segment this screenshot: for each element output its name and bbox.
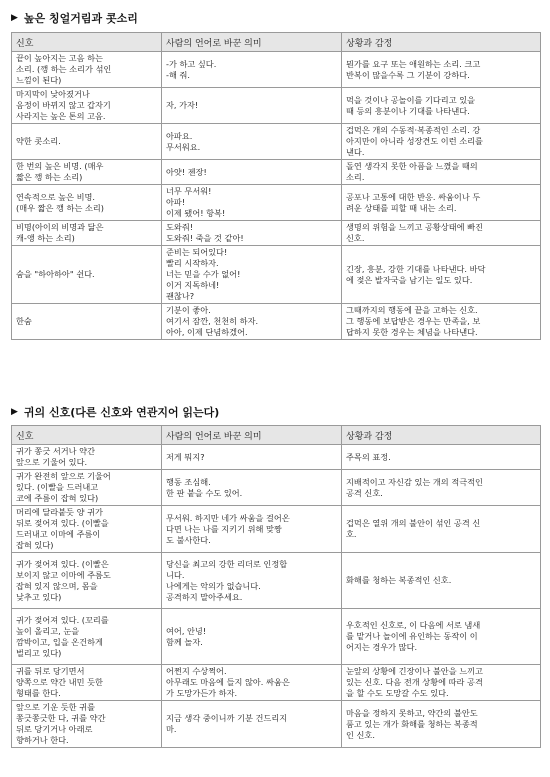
section1-title (11, 10, 138, 26)
table-row (12, 52, 541, 88)
situation-cell: 그때까지의 행동에 끝을 고하는 신호. 그 행동에 보답받은 경우는 만족을, 보 답하지 못한 경우는 체념을 나타낸다. (342, 304, 541, 340)
meaning-cell: 지금 생각 중이니까 기분 건드리지 마. (162, 701, 342, 748)
meaning-cell: -가 하고 싶다. -해 줘. (162, 52, 342, 88)
meaning-cell: 당신을 최고의 강한 리더로 인정합 니다. 나에게는 악의가 없습니다. 공격하지 말아주세요. (162, 553, 342, 609)
header-meaning: 사람의 언어로 바꾼 의미 (162, 33, 342, 52)
table-row (12, 609, 541, 665)
header-signal: 신호 (12, 426, 162, 445)
header-situation: 상황과 감정 (342, 426, 541, 445)
meaning-cell: 무서워. 하지만 네가 싸움을 걸어온 다면 나는 나를 지키기 위해 맞짱 도 불사한다. (162, 506, 342, 553)
table-row (12, 185, 541, 221)
situation-cell: 겁먹은 개의 수동적·복종적인 소리. 강 아지만이 아니라 성장견도 이런 소리를 낸다. (342, 124, 541, 160)
ear-signal-table (11, 425, 541, 748)
signal-cell: 비명(아이의 비명과 닮은 캐-앵 하는 소리) (12, 221, 162, 246)
situation-cell: 마음을 정하지 못하고, 약간의 불안도 품고 있는 개가 화해를 청하는 복종적 인 신호. (342, 701, 541, 748)
situation-cell: 화해를 청하는 복종적인 신호. (342, 553, 541, 609)
meaning-cell: 너무 무서워! 아파! 이제 됐어! 항복! (162, 185, 342, 221)
situation-cell: 뭔가를 요구 또는 애원하는 소리. 크고 반복이 많을수록 그 기분이 강하다. (342, 52, 541, 88)
meaning-cell: 여어, 안녕! 함께 놀자. (162, 609, 342, 665)
situation-cell: 긴장, 흥분, 강한 기대를 나타낸다. 바닥 에 젖은 발자국을 남기는 일도 있다. (342, 246, 541, 304)
table-header-row (12, 33, 541, 52)
situation-cell: 공포나 고통에 대한 반응. 싸움이나 두 려운 상태를 피할 때 내는 소리. (342, 185, 541, 221)
table-row (12, 124, 541, 160)
signal-cell: 한 번의 높은 비명. (매우 짧은 깽 하는 소리) (12, 160, 162, 185)
header-situation: 상황과 감정 (342, 33, 541, 52)
signal-cell: 숨을 "하아하아" 쉰다. (12, 246, 162, 304)
meaning-cell: 기분이 좋아. 여기서 잠깐, 천천히 하자. 아아, 이제 단념하겠어. (162, 304, 342, 340)
signal-cell: 귀가 젖어져 있다. (이빨은 보이지 않고 이마에 주름도 잡혀 있지 않으며, 몸을 낮추고 있다) (12, 553, 162, 609)
table-row (12, 701, 541, 748)
situation-cell: 우호적인 신호로, 이 다음에 서로 냄새 를 맡거나 놀이에 유인하는 동작이 이 어지는 경우가 많다. (342, 609, 541, 665)
triangle-bullet-icon: ▶ (11, 13, 18, 23)
signal-cell: 끝이 높아지는 고음 하는 소리. (깽 하는 소리가 섞인 느낌이 된다) (12, 52, 162, 88)
meaning-cell: 어쩐지 수상쩍어. 아무래도 마음에 들지 않아. 싸움은 가 도망가든가 하자. (162, 665, 342, 701)
signal-cell: 귀가 쫑긋 서거나 약간 앞으로 기울어 있다. (12, 445, 162, 470)
table-row (12, 88, 541, 124)
signal-cell: 귀가 젖어져 있다. (꼬리를 높이 올리고, 눈을 깜박이고, 입을 온건하게 벌리고 있다) (12, 609, 162, 665)
meaning-cell: 아파요. 무서워요. (162, 124, 342, 160)
table-row (12, 553, 541, 609)
meaning-cell: 저게 뭐지? (162, 445, 342, 470)
triangle-bullet-icon: ▶ (11, 407, 18, 417)
situation-cell: 지배적이고 자신감 있는 개의 적극적인 공격 신호. (342, 470, 541, 506)
table-row (12, 470, 541, 506)
table-header-row (12, 426, 541, 445)
signal-cell: 귀를 뒤로 당기면서 양쪽으로 약간 내민 듯한 형태를 한다. (12, 665, 162, 701)
signal-cell: 머리에 달라붙듯 양 귀가 뒤로 젖어져 있다. (이빨을 드러내고 이마에 주름이 잡혀 있다) (12, 506, 162, 553)
meaning-cell: 도와줘! 도와줘! 죽을 것 같아! (162, 221, 342, 246)
section1-title-text: 높은 칭얼거림과 콧소리 (23, 12, 138, 25)
table-row (12, 304, 541, 340)
situation-cell: 주목의 표정. (342, 445, 541, 470)
section2-title (11, 404, 219, 420)
meaning-cell: 자, 가자! (162, 88, 342, 124)
situation-cell: 돌연 생각지 못한 아픔을 느꼈을 때의 소리. (342, 160, 541, 185)
situation-cell: 눈앞의 상황에 긴장이나 불안을 느끼고 있는 신호. 다음 전개 상황에 따라 공격 을 할 수도 도망갈 수도 있다. (342, 665, 541, 701)
table-row (12, 445, 541, 470)
situation-cell: 먹을 것이나 공놀이를 기다리고 있을 때 등의 흥분이나 기대를 나타낸다. (342, 88, 541, 124)
situation-cell: 겁먹은 열위 개의 불안이 섞인 공격 신 호. (342, 506, 541, 553)
table-row (12, 506, 541, 553)
meaning-cell: 준비는 되어있다! 빨리 시작하자. 너는 믿을 수가 없어! 이거 지독하네! 괜찮나? (162, 246, 342, 304)
table-row (12, 221, 541, 246)
signal-cell: 약한 콧소리. (12, 124, 162, 160)
signal-cell: 귀가 완전히 앞으로 기울어 있다. (이빨을 드러내고 코에 주름이 잡혀 있다) (12, 470, 162, 506)
signal-cell: 앞으로 기운 듯한 귀를 쫑긋쫑긋한 다, 귀를 약간 뒤로 당기거나 아래로 향하거나 한다. (12, 701, 162, 748)
table-row (12, 160, 541, 185)
signal-cell: 마지막이 낮아졌거나 음정이 바뀌지 않고 갑자기 사라지는 높은 톤의 고음. (12, 88, 162, 124)
section2-title-text: 귀의 신호(다른 신호와 연관지어 읽는다) (23, 406, 220, 419)
header-signal: 신호 (12, 33, 162, 52)
table-row (12, 665, 541, 701)
signal-cell: 한숨 (12, 304, 162, 340)
meaning-cell: 아얏! 젠장! (162, 160, 342, 185)
header-meaning: 사람의 언어로 바꾼 의미 (162, 426, 342, 445)
whine-signal-table (11, 32, 541, 340)
table-row (12, 246, 541, 304)
meaning-cell: 행동 조심해. 한 판 붙을 수도 있어. (162, 470, 342, 506)
signal-cell: 연속적으로 높은 비명. (매우 짧은 깽 하는 소리) (12, 185, 162, 221)
situation-cell: 생명의 위험을 느끼고 공황상태에 빠진 신호. (342, 221, 541, 246)
